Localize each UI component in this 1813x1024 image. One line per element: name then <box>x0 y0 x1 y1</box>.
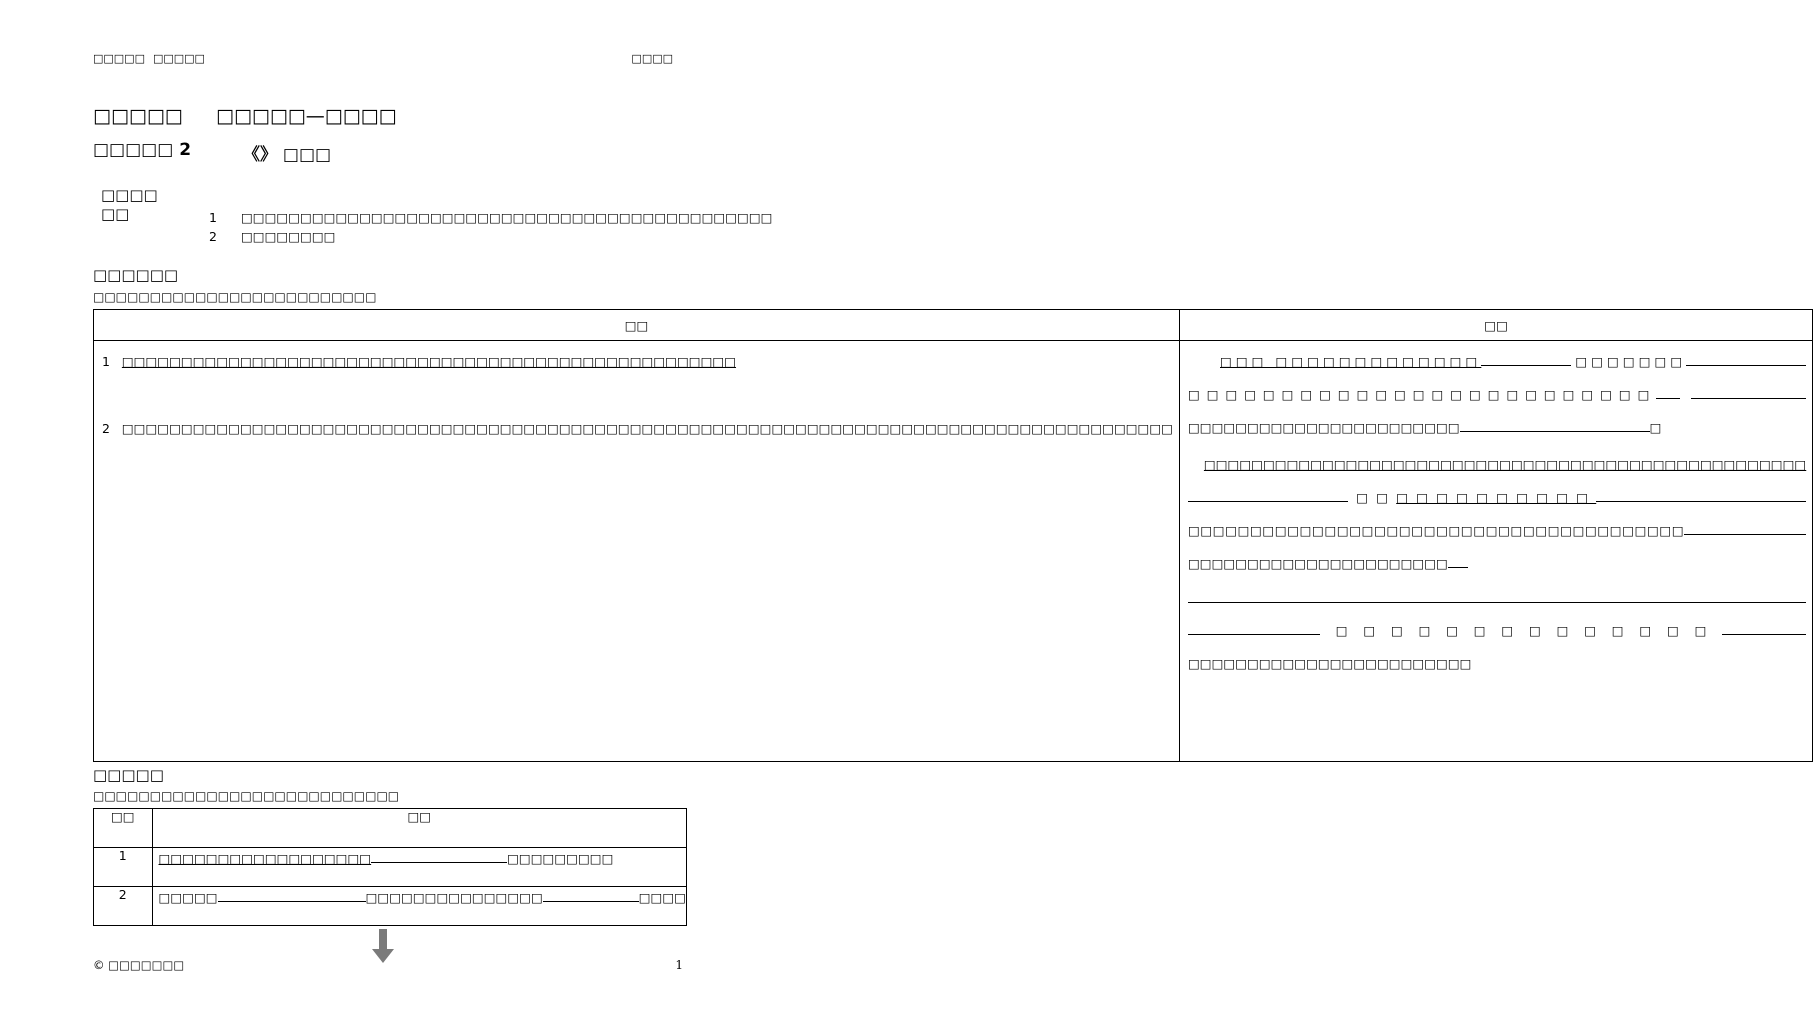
row-content <box>152 848 686 887</box>
fill-blank[interactable] <box>1656 384 1680 399</box>
left-cell <box>94 341 1180 762</box>
right-p1-c: □□□□□□□□□□□□□□□□□□□□□□□□□ <box>1188 387 1657 402</box>
right-p2-d: □□□□ <box>1188 523 1238 538</box>
fill-blank[interactable] <box>1686 351 1806 366</box>
header-text-b: □□□□□ <box>152 52 205 65</box>
section2-table <box>93 808 687 926</box>
title-line-2 <box>93 140 332 165</box>
objectives-list <box>209 208 772 246</box>
table-row <box>94 887 687 926</box>
fill-blank[interactable] <box>371 848 507 863</box>
fill-blank[interactable] <box>1460 417 1650 432</box>
objective-item <box>209 208 772 227</box>
row-text-a: □□□□□□□□□□□□□□□□□□ <box>158 851 372 866</box>
objective-number: 1 <box>209 210 217 225</box>
section1-subtitle: □□□□□□□□□□□□□□□□□□□□□□□□□ <box>93 290 377 304</box>
row-text-b: □□□□□□□□□ <box>507 851 614 866</box>
right-p2-h: □□□□□□□□□□□□□□□□□□□□□□□□ <box>1188 656 1472 671</box>
left-item-2-num: 2 <box>102 421 110 436</box>
col-header-num: □□ <box>94 809 153 848</box>
col-header-right: □□ <box>1180 310 1813 341</box>
section1-table <box>93 309 1813 762</box>
table-header-row <box>94 809 687 848</box>
right-p2-g: □□□□□□□□□□□□□□ <box>1320 623 1723 638</box>
right-paragraph-1 <box>1180 341 1812 444</box>
row-text-b: □□□□□□□□□□□□□□□ <box>365 890 543 905</box>
right-p2-c: □□□□□□□□□□ <box>1396 490 1597 505</box>
footer-copyright: © □□□□□□□ <box>93 958 185 972</box>
down-arrow-icon[interactable] <box>372 929 394 963</box>
right-p1-g: □ <box>1649 420 1662 435</box>
left-item-1-num: 1 <box>102 354 110 369</box>
right-p2-b: □□ <box>1348 490 1397 505</box>
table-header-row <box>94 310 1813 341</box>
page-header-left <box>93 52 205 65</box>
fill-blank[interactable] <box>1684 520 1806 535</box>
page-number: 1 <box>675 958 683 972</box>
fill-blank[interactable] <box>1448 553 1468 568</box>
row-text-a: □□□□□ <box>158 890 218 905</box>
title-line-2-a: □□□□□ 2 <box>93 140 192 160</box>
title-line-2-b: 《》 □□□ <box>243 145 332 165</box>
section2-subtitle: □□□□□□□□□□□□□□□□□□□□□□□□□□□ <box>93 789 400 803</box>
title-line-1-b: □□□□□—□□□□ <box>216 105 397 127</box>
row-content <box>152 887 686 926</box>
col-header-content: □□ <box>152 809 686 848</box>
fill-blank[interactable] <box>1691 384 1806 399</box>
right-p2-e: □□□□□□□□□□□□□□□□□□□□□□□□□□□□□□□□□□□□ <box>1237 523 1685 538</box>
right-p1-d: □□□□□□ <box>1188 420 1259 435</box>
section1-title: □□□□□□ <box>93 266 179 284</box>
page-header-right: □□□□ <box>631 52 673 65</box>
row-number: 2 <box>94 887 153 926</box>
left-item-2 <box>94 408 1179 445</box>
objective-text: □□□□□□□□□□□□□□□□□□□□□□□□□□□□□□□□□□□□□□□□□□□□□ <box>241 210 773 225</box>
left-item-1-text: □□□□□□□□□□□□□□□□□□□□□□□□□□□□□□□□□□□□□□□□□□□□□□□□□□□□ <box>121 354 737 369</box>
fill-blank[interactable] <box>1188 620 1320 635</box>
table-row <box>94 848 687 887</box>
left-item-1 <box>94 341 1179 378</box>
right-p1-b: □□□□□□□ <box>1571 354 1687 369</box>
objective-text: □□□□□□□□ <box>241 229 336 244</box>
right-cell <box>1180 341 1813 762</box>
title-line-1-a: □□□□□ <box>93 105 183 127</box>
fill-line[interactable] <box>1188 580 1806 603</box>
row-text-c: □□□□ <box>638 890 686 905</box>
left-item-2-text: □□□□□□□□□□□□□□□□□□□□□□□□□□□□□□□□□□□□□□□□□□□□□□□□□□□□□□□□□□□□□□□□□□□□□□□□□□□□□□□□□□□□□□□□□ <box>121 421 1173 436</box>
fill-blank[interactable] <box>543 887 639 902</box>
header-text-a: □□□□□ <box>93 52 145 65</box>
right-p1-e: □□□□□□□□□□□□□□□□□ <box>1258 420 1460 435</box>
right-p2-a: □□□□□□□□□□□□□□□□□□□□□□□□□□□□□□□□□□□□□□□□□□□□□□□□□□□ <box>1203 457 1807 472</box>
table-row <box>94 341 1813 762</box>
fill-blank[interactable] <box>1722 620 1806 635</box>
fill-blank[interactable] <box>1188 487 1348 502</box>
objectives-label: □□□□ □□ <box>101 186 158 223</box>
row-number: 1 <box>94 848 153 887</box>
fill-blank[interactable] <box>1481 351 1571 366</box>
fill-blank[interactable] <box>218 887 366 902</box>
right-p1-a: □□□ □□□□□□□□□□□□□ <box>1220 354 1482 369</box>
objective-number: 2 <box>209 229 217 244</box>
right-p2-f: □□□□□□□□□□□□□□□□□□□□□□ <box>1188 556 1448 571</box>
fill-blank[interactable] <box>1596 487 1806 502</box>
col-header-left: □□ <box>94 310 1180 341</box>
section2-title: □□□□□ <box>93 766 164 784</box>
objective-item <box>209 227 772 246</box>
right-paragraph-2 <box>1180 444 1812 680</box>
title-line-1 <box>93 105 397 127</box>
